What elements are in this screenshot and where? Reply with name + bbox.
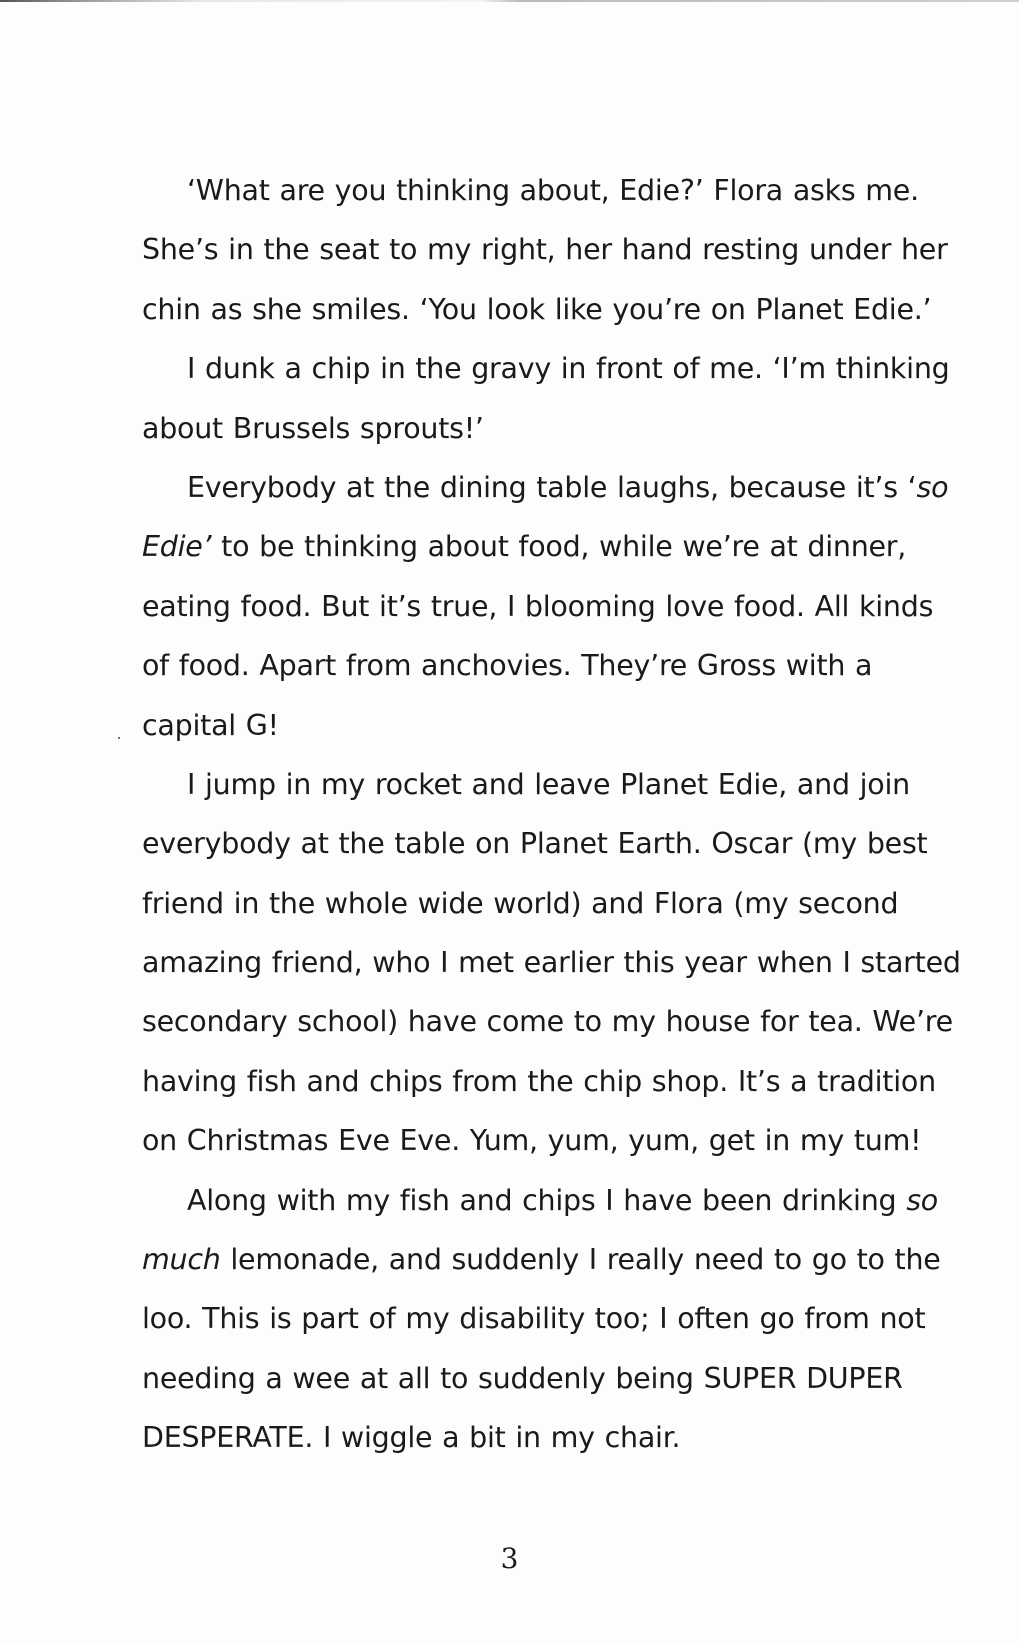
- text-line: Edie’ to be thinking about food, while we’re at dinner,: [142, 530, 907, 564]
- page-number: 3: [500, 1542, 519, 1575]
- emphasis-text: Edie’: [142, 530, 212, 564]
- text-line: eating food. But it’s true, I blooming love food. All kinds: [142, 589, 934, 623]
- body-text: [142, 161, 961, 1468]
- text-line: ‘What are you thinking about, Edie?’ Flora asks me.: [187, 174, 919, 207]
- text-line: capital G!: [142, 708, 279, 742]
- text-line: on Christmas Eve Eve. Yum, yum, yum, get in my tum!: [142, 1124, 922, 1158]
- text-line: Along with my fish and chips I have been drinking so: [187, 1183, 938, 1217]
- text-line: everybody at the table on Planet Earth. Oscar (my best: [142, 827, 928, 861]
- text-line: about Brussels sprouts!’: [142, 411, 484, 445]
- text-line: loo. This is part of my disability too; I often go from not: [142, 1302, 926, 1336]
- text-line: I dunk a chip in the gravy in front of me. ‘I’m thinking: [187, 352, 950, 386]
- text-line: chin as she smiles. ‘You look like you’re on Planet Edie.’: [142, 292, 932, 326]
- text-line: of food. Apart from anchovies. They’re Gross with a: [142, 649, 873, 683]
- text-line: having fish and chips from the chip shop. It’s a tradition: [142, 1064, 936, 1098]
- text-line: Everybody at the dining table laughs, because it’s ‘so: [187, 470, 949, 504]
- text-line: She’s in the seat to my right, her hand resting under her: [142, 233, 948, 267]
- scan-top-edge: [0, 0, 1019, 2]
- text-line: amazing friend, who I met earlier this year when I started: [142, 946, 961, 980]
- emphasis-text: much: [142, 1243, 221, 1277]
- text-line: friend in the whole wide world) and Flora (my second: [142, 886, 899, 920]
- text-line: secondary school) have come to my house for tea. We’re: [142, 1005, 953, 1039]
- scan-speck: [118, 737, 120, 739]
- text-line: much lemonade, and suddenly I really need to go to the: [142, 1243, 941, 1277]
- emphasis-text: so: [916, 470, 949, 504]
- text-line: I jump in my rocket and leave Planet Edie, and join: [187, 767, 910, 801]
- text-line: needing a wee at all to suddenly being SUPER DUPER: [142, 1361, 903, 1395]
- text-line: DESPERATE. I wiggle a bit in my chair.: [142, 1421, 681, 1455]
- emphasis-text: so: [906, 1183, 938, 1217]
